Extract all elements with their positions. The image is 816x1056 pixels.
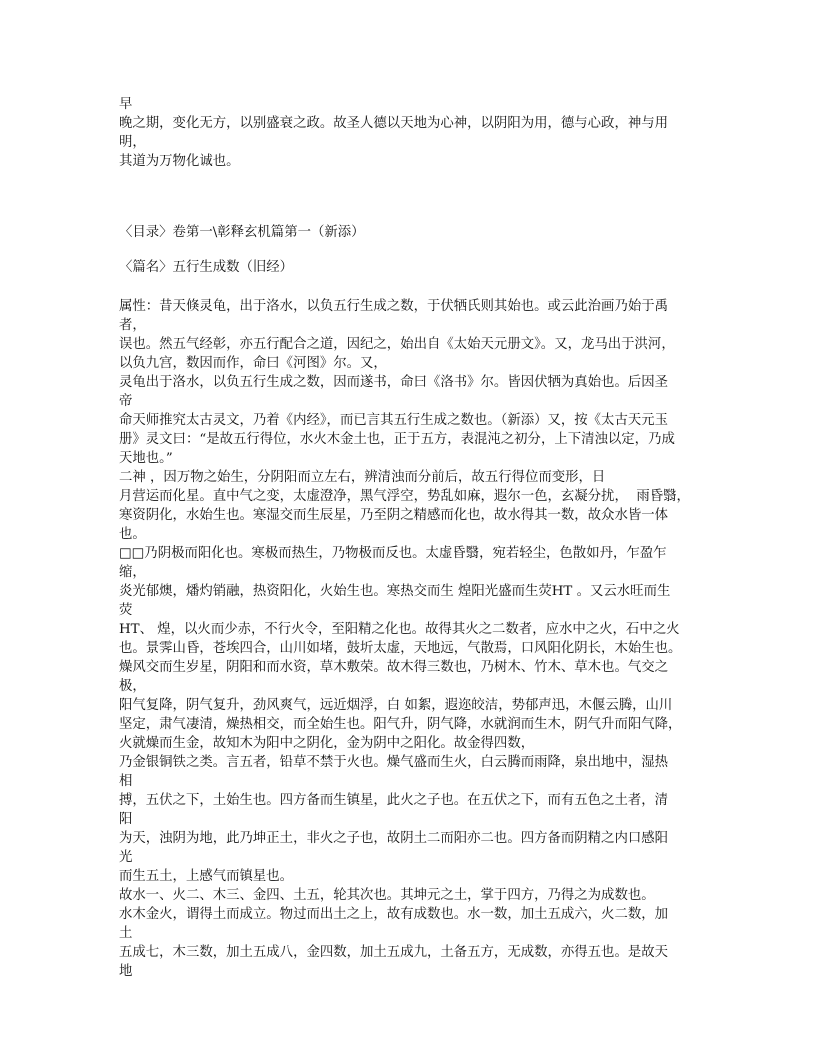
text-line: 二神 ，因万物之始生，分阴阳而立左右，辨清浊而分前后，故五行得位而变形，日: [119, 470, 606, 485]
text-line: 燥风交而生岁星，阴阳和而水资，草木敷荣。故木得三数也，乃树木、竹木、草木也。气交之: [119, 660, 669, 675]
text-line: 土: [119, 926, 133, 941]
text-line: 晚之期，变化无方，以别盛衰之政。故圣人德以天地为心神，以阴阳为用，德与心政，神与用: [119, 116, 669, 131]
text-line: 五成七，木三数，加土五成八，金四数，加土五成九，土备五方，无成数，亦得五也。是故天: [119, 945, 669, 960]
text-line: 阳: [119, 812, 133, 827]
text-line: 也。: [119, 527, 146, 542]
text-line: 光: [119, 850, 133, 865]
text-line: 以负九宫，数因而作，命曰《河图》尔。又，: [119, 356, 387, 371]
text-block-intro: [119, 95, 699, 171]
text-line: 地: [119, 964, 133, 979]
text-line: 寒资阴化，水始生也。寒湿交而生辰星，乃至阴之精感而化也，故水得其一数，故众水皆一体: [119, 508, 669, 523]
text-line: 极，: [119, 679, 146, 694]
text-line: 早: [119, 97, 133, 112]
text-block-chapter: [119, 258, 699, 277]
text-block-body: [119, 297, 699, 981]
text-line: 册》灵文曰：“是故五行得位，水火木金土也，正于五方，表混沌之初分，上下清浊以定，乃成: [119, 432, 675, 447]
text-line: 缩，: [119, 565, 146, 580]
text-line: 火就燥而生金，故知木为阳中之阴化，金为阴中之阳化。故金得四数，: [119, 736, 535, 751]
text-line: 坚定，肃气凄清，燥热相交，而全始生也。阳气升，阴气降，水就润而生木，阴气升而阳气降，: [119, 717, 682, 732]
text-line: 明，: [119, 135, 146, 150]
text-line: 炎光郁燠，燔灼销融，热资阳化，火始生也。寒热交而生 煌阳光盛而生荧HT 。又云水旺而生: [119, 584, 671, 599]
text-line: 月营运而化星。直中气之变，太虚澄净，黑气浮空，势乱如麻，遐尔一色，玄凝分扰， 雨昏翳，: [119, 489, 690, 504]
text-line: 水木金火，谓得土而成立。物过而出土之上，故有成数也。水一数，加土五成六，火二数，加: [119, 907, 669, 922]
text-line: 乃金银铜铁之类。言五者，铅草不禁于火也。燥气盛而生火，白云腾而雨降，泉出地中，湿热: [119, 755, 669, 770]
text-line: 属性：昔天倏灵龟，出于洛水，以负五行生成之数，于伏牺氏则其始也。或云此治画乃始于禹: [119, 299, 669, 314]
text-line: 〈篇名〉五行生成数（旧经）: [119, 260, 294, 275]
text-line: 搏，五伏之下，土始生也。四方备而生镇星，此火之子也。在五伏之下，而有五色之土者，清: [119, 793, 669, 808]
text-line: 故水一、火二、木三、金四、土五，轮其次也。其坤元之土，掌于四方，乃得之为成数也。: [119, 888, 655, 903]
text-line: 而生五土，上感气而镇星也。: [119, 869, 294, 884]
text-block-catalog: [119, 223, 699, 242]
text-line: 相: [119, 774, 133, 789]
text-line: 荧: [119, 603, 133, 618]
text-line: 其道为万物化诚也。: [119, 154, 240, 169]
text-line: 帝: [119, 394, 133, 409]
text-line: HT、 煌，以火而少赤，不行火令，至阳精之化也。故得其火之二数者，应水中之火，石中之火: [119, 622, 680, 637]
text-line: 命天师推究太古灵文，乃着《内经》，而已言其五行生成之数也。（新添）又，按《太古天元玉: [119, 413, 669, 428]
text-line: 误也。然五气经彰，亦五行配合之道，因纪之，始出自《太始天元册文》。又，龙马出于洪河，: [119, 337, 675, 352]
text-line: □□乃阴极而阳化也。寒极而热生，乃物极而反也。太虚昏翳，宛若轻尘，色散如丹，乍盈乍: [119, 546, 667, 561]
text-line: 天地也。”: [119, 451, 173, 466]
text-line: 为天，浊阴为地，此乃坤正土，非火之子也，故阴土二而阳亦二也。四方备而阴精之内口感阳: [119, 831, 669, 846]
text-line: 阳气复降，阴气复升，劲风爽气，远近烟浮，白 如絮，遐迩皎洁，势郁声迅，木偃云腾，山川: [119, 698, 673, 713]
text-line: 灵龟出于洛水，以负五行生成之数，因而遂书，命曰《洛书》尔。皆因伏牺为真始也。后因圣: [119, 375, 669, 390]
text-line: 〈目录〉卷第一\彰释玄机篇第一（新添）: [119, 225, 365, 240]
text-line: 者，: [119, 318, 146, 333]
text-line: 也。景霁山昏，苍埃四合，山川如堵，鼓圻太虚，天地远，气散焉，口风阳化阴长，木始生也。: [119, 641, 682, 656]
